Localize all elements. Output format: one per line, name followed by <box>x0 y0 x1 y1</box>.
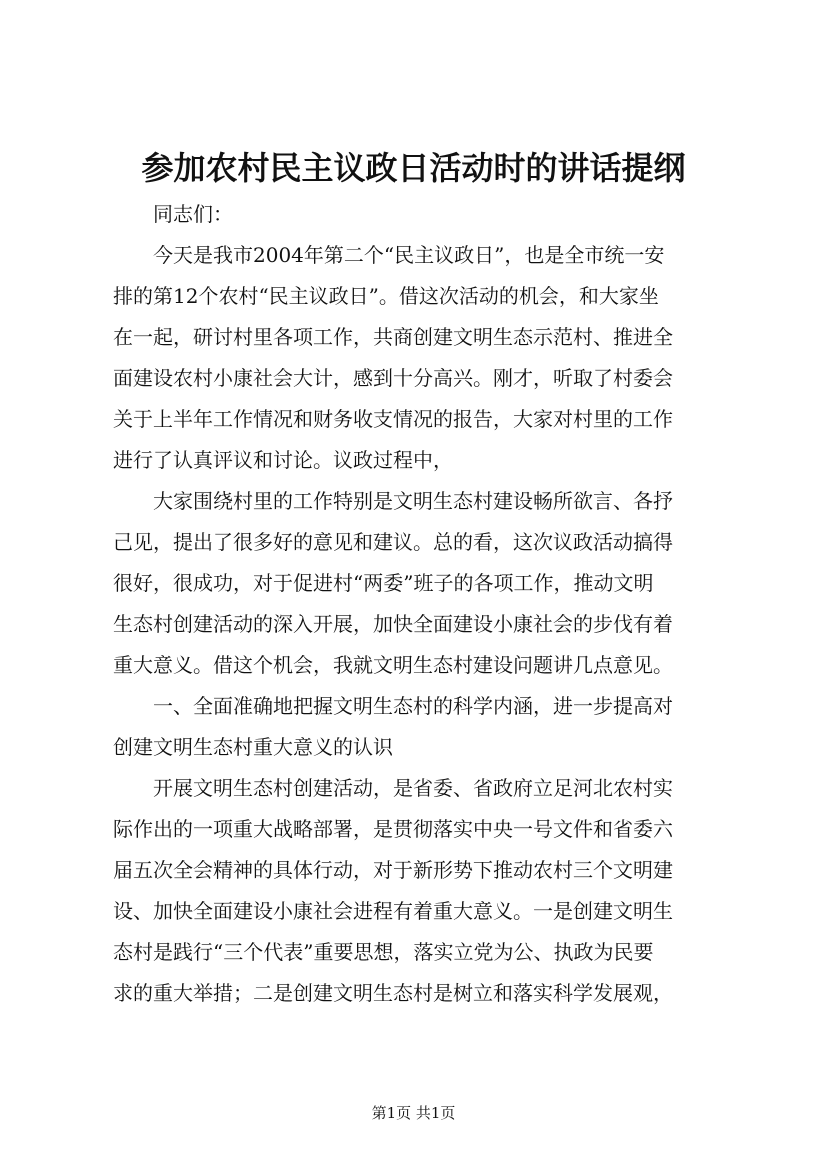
paragraph-line: 一、全面准确地把握文明生态村的科学内涵，进一步提高对 <box>153 694 673 718</box>
paragraph-line: 大家围绕村里的工作特别是文明生态村建设畅所欲言、各抒 <box>153 489 673 513</box>
page-number: 第1页 共1页 <box>371 1104 456 1122</box>
paragraph-line: 进行了认真评议和讨论。议政过程中， <box>113 448 453 472</box>
paragraph-line: 态村是践行“三个代表”重要思想，落实立党为公、执政为民要 <box>113 940 654 964</box>
paragraph-line: 很好，很成功，对于促进村“两委”班子的各项工作，推动文明 <box>113 571 654 595</box>
paragraph-line: 排的第12个农村“民主议政日”。借这次活动的机会，和大家坐 <box>113 284 659 308</box>
paragraph-1 <box>113 235 741 481</box>
document-body <box>113 194 741 1014</box>
paragraph-line: 面建设农村小康社会大计，感到十分高兴。刚才，听取了村委会 <box>113 366 673 390</box>
paragraph-line: 己见，提出了很多好的意见和建议。总的看，这次议政活动搞得 <box>113 530 673 554</box>
paragraph-2 <box>113 481 741 686</box>
paragraph-line: 际作出的一项重大战略部署，是贯彻落实中央一号文件和省委六 <box>113 817 673 841</box>
document-title: 参加农村民主议政日活动时的讲话提纲 <box>141 149 686 187</box>
paragraph-line: 重大意义。借这个机会，我就文明生态村建设问题讲几点意见。 <box>113 653 673 677</box>
paragraph-line: 关于上半年工作情况和财务收支情况的报告，大家对村里的工作 <box>113 407 673 431</box>
paragraph-line: 在一起，研讨村里各项工作，共商创建文明生态示范村、推进全 <box>113 325 673 349</box>
paragraph-line: 求的重大举措；二是创建文明生态村是树立和落实科学发展观， <box>113 981 673 1005</box>
paragraph-3 <box>113 768 741 1014</box>
paragraph-line: 今天是我市2004年第二个“民主议政日”，也是全市统一安 <box>153 243 665 267</box>
paragraph-line: 届五次全会精神的具体行动，对于新形势下推动农村三个文明建 <box>113 858 673 882</box>
section-heading-1 <box>113 686 741 768</box>
paragraph-line: 设、加快全面建设小康社会进程有着重大意义。一是创建文明生 <box>113 899 673 923</box>
paragraph-line: 开展文明生态村创建活动，是省委、省政府立足河北农村实 <box>153 776 673 800</box>
paragraph-line: 创建文明生态村重大意义的认识 <box>113 735 393 759</box>
paragraph-line: 生态村创建活动的深入开展，加快全面建设小康社会的步伐有着 <box>113 612 673 636</box>
greeting: 同志们： <box>153 202 233 226</box>
